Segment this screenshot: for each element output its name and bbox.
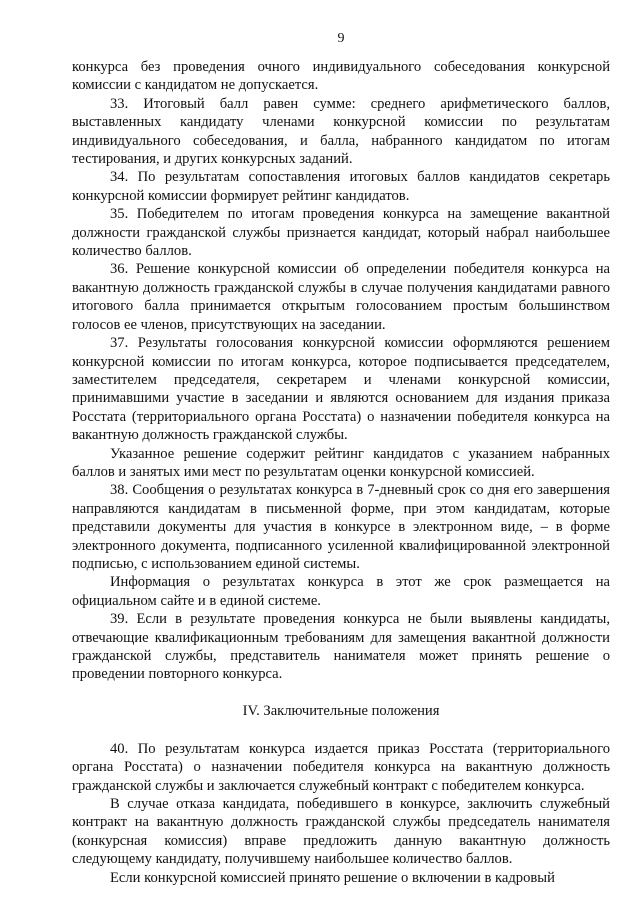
paragraph-continuation: конкурса без проведения очного индивидуального собеседования конкурсной комиссии с кандидатом не допускается. (72, 59, 610, 94)
paragraph-36: 36. Решение конкурсной комиссии об определении победителя конкурса на вакантную должность гражданской службы в случае получения кандидатами равного итогового балла принимается открытым голосованием простым большинством голосов ее членов, присутствующих на заседании. (72, 261, 610, 333)
paragraph-37-decision: Указанное решение содержит рейтинг кандидатов с указанием набранных баллов и занятых ими мест по результатам оценки конкурсной комиссией. (72, 445, 610, 480)
page-number: 9 (337, 31, 345, 46)
paragraph-33: 33. Итоговый балл равен сумме: среднего арифметического баллов, выставленных кандидату членами конкурсной комиссии по результатам индивидуального собеседования, и балла, набранного кандидатом по итогам тестирования, и других конкурсных заданий. (72, 95, 610, 168)
section-heading: IV. Заключительные положения (242, 702, 440, 719)
paragraph-40: 40. По результатам конкурса издается приказ Росстата (территориального органа Росстата) о назначении победителя конкурса на вакантную должность гражданской службы и заключается служебный контракт с победителем конкурса. (72, 740, 610, 794)
paragraph-39: 39. Если в результате проведения конкурса не были выявлены кандидаты, отвечающие квалификационным требованиям для замещения вакантной должности гражданской службы, представитель нанимателя может принять решение о проведении повторного конкурса. (72, 611, 610, 683)
paragraph-37: 37. Результаты голосования конкурсной комиссии оформляются решением конкурсной комиссии по итогам конкурса, которое подписывается председателем, заместителем председателя, секретарем и членами конкурсной комиссии, принимавшими участие в заседании и являются основанием для издания приказа Росстата (территориального органа Росстата) о назначении победителя конкурса на вакантную должность гражданской службы. (72, 335, 610, 444)
paragraph-38-info: Информация о результатах конкурса в этот же срок размещается на официальном сайте и в единой системе. (72, 574, 610, 609)
paragraph-38: 38. Сообщения о результатах конкурса в 7-дневный срок со дня его завершения направляются кандидатам в письменной форме, при этом кандидатам, которые представили документы для участия в конкурсе в электронном виде, – в форме электронного документа, подписанного усиленной квалифицированной электронной подписью, с использованием единой системы. (72, 482, 610, 572)
paragraph-40-refusal: В случае отказа кандидата, победившего в конкурсе, заключить служебный контракт на вакантную должность гражданской службы председатель нанимателя (конкурсная комиссия) вправе предложить данную вакантную должность следующему кандидату, получившему наибольшее количество баллов. (72, 796, 610, 868)
paragraph-40-reserve: Если конкурсной комиссией принято решение о включении в кадровый (110, 869, 555, 886)
paragraph-34: 34. По результатам сопоставления итоговых баллов кандидатов секретарь конкурсной комиссии формирует рейтинг кандидатов. (72, 169, 610, 204)
paragraph-35: 35. Победителем по итогам проведения конкурса на замещение вакантной должности гражданской службы признается кандидат, который набрал наибольшее количество баллов. (72, 206, 610, 260)
